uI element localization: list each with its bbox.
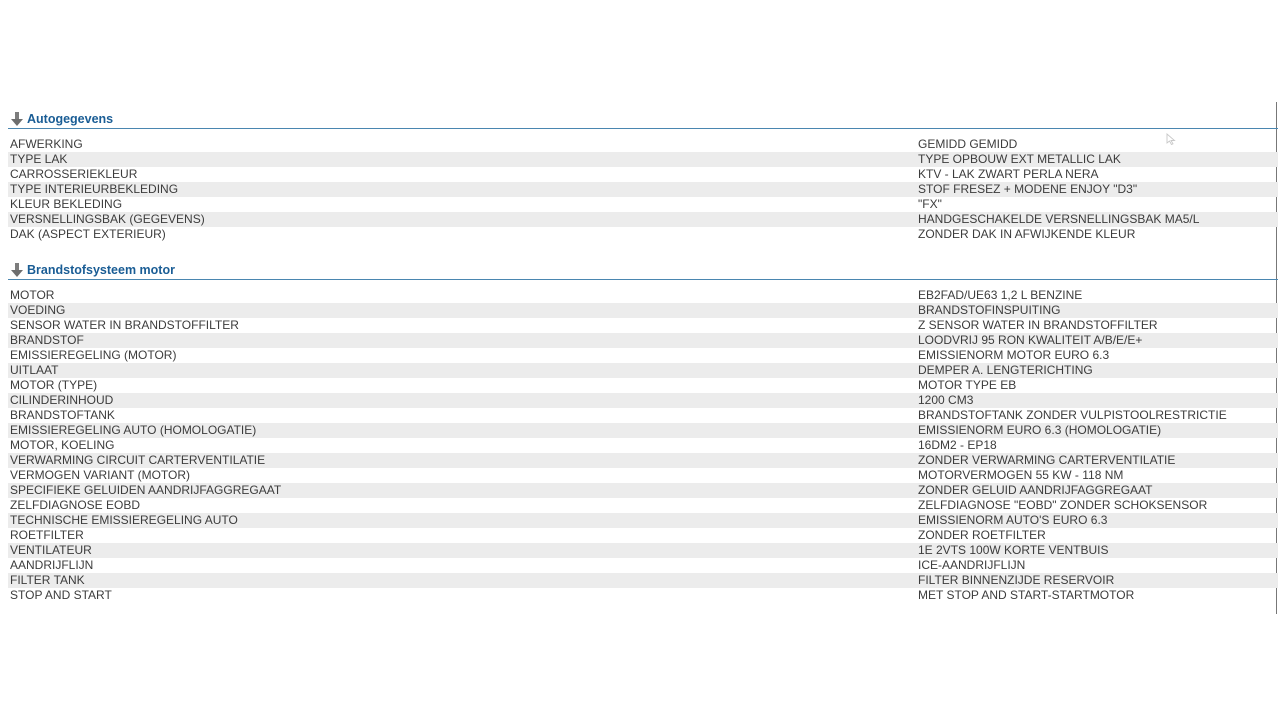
table-row [8, 393, 1278, 408]
row-value: ZONDER DAK IN AFWIJKENDE KLEUR [918, 227, 1136, 241]
table-row [8, 498, 1278, 513]
row-value: "FX" [918, 197, 942, 211]
row-label: MOTOR, KOELING [10, 438, 115, 452]
table-row [8, 528, 1278, 543]
row-label: EMISSIEREGELING AUTO (HOMOLOGATIE) [10, 423, 257, 437]
row-value: 16DM2 - EP18 [918, 438, 997, 452]
row-label: VERMOGEN VARIANT (MOTOR) [10, 468, 191, 482]
row-value: BRANDSTOFTANK ZONDER VULPISTOOLRESTRICTIE [918, 408, 1227, 422]
table-row [8, 212, 1278, 227]
table-row [8, 227, 1278, 242]
row-value: MOTORVERMOGEN 55 KW - 118 NM [918, 468, 1124, 482]
row-label: DAK (ASPECT EXTERIEUR) [10, 227, 166, 241]
row-value: ZONDER VERWARMING CARTERVENTILATIE [918, 453, 1176, 467]
row-label: BRANDSTOF [10, 333, 84, 347]
table-row [8, 378, 1278, 393]
row-label: SPECIFIEKE GELUIDEN AANDRIJFAGGREGAAT [10, 483, 282, 497]
section-title: Autogegevens [27, 112, 114, 126]
row-value: TYPE OPBOUW EXT METALLIC LAK [918, 152, 1121, 166]
row-value: ICE-AANDRIJFLIJN [918, 558, 1026, 572]
row-label: AFWERKING [10, 137, 83, 151]
row-value: EMISSIENORM AUTO'S EURO 6.3 [918, 513, 1108, 527]
row-value: KTV - LAK ZWART PERLA NERA [918, 167, 1099, 181]
row-label: VERWARMING CIRCUIT CARTERVENTILATIE [10, 453, 266, 467]
row-value: ZONDER ROETFILTER [918, 528, 1046, 542]
row-label: STOP AND START [10, 588, 112, 602]
mouse-pointer-icon [1166, 132, 1176, 144]
row-value: FILTER BINNENZIJDE RESERVOIR [918, 573, 1115, 587]
table-row [8, 167, 1278, 182]
table-row [8, 288, 1278, 303]
table-row [8, 333, 1278, 348]
table-row [8, 543, 1278, 558]
row-value: ZELFDIAGNOSE "EOBD" ZONDER SCHOKSENSOR [918, 498, 1208, 512]
row-value: 1200 CM3 [918, 393, 974, 407]
table-row [8, 453, 1278, 468]
row-value: DEMPER A. LENGTERICHTING [918, 363, 1093, 377]
table-row [8, 513, 1278, 528]
table-row [8, 303, 1278, 318]
down-arrow-icon[interactable] [10, 262, 24, 278]
row-label: TECHNISCHE EMISSIEREGELING AUTO [10, 513, 238, 527]
table-row [8, 573, 1278, 588]
section-autogegevens [8, 109, 1278, 242]
row-label: ZELFDIAGNOSE EOBD [10, 498, 141, 512]
row-label: VOEDING [10, 303, 66, 317]
section-title: Brandstofsysteem motor [27, 263, 175, 277]
row-value: MET STOP AND START-STARTMOTOR [918, 588, 1135, 602]
section-brandstofsysteem-motor [8, 260, 1278, 603]
table-row [8, 182, 1278, 197]
section-header[interactable] [8, 260, 1278, 280]
row-label: ROETFILTER [10, 528, 84, 542]
table-row [8, 423, 1278, 438]
row-value: EMISSIENORM EURO 6.3 (HOMOLOGATIE) [918, 423, 1162, 437]
table-row [8, 152, 1278, 167]
vehicle-data-page [8, 109, 1278, 603]
table-row [8, 483, 1278, 498]
table-row [8, 438, 1278, 453]
row-label: MOTOR [10, 288, 55, 302]
row-value: HANDGESCHAKELDE VERSNELLINGSBAK MA5/L [918, 212, 1200, 226]
table-row [8, 363, 1278, 378]
row-label: TYPE LAK [10, 152, 68, 166]
table-row [8, 588, 1278, 603]
row-value: EMISSIENORM MOTOR EURO 6.3 [918, 348, 1110, 362]
section-header[interactable] [8, 109, 1278, 129]
row-label: MOTOR (TYPE) [10, 378, 98, 392]
row-label: UITLAAT [10, 363, 59, 377]
row-value: Z SENSOR WATER IN BRANDSTOFFILTER [918, 318, 1158, 332]
row-label: TYPE INTERIEURBEKLEDING [10, 182, 179, 196]
table-row [8, 137, 1278, 152]
row-value: 1E 2VTS 100W KORTE VENTBUIS [918, 543, 1109, 557]
row-label: FILTER TANK [10, 573, 85, 587]
row-label: SENSOR WATER IN BRANDSTOFFILTER [10, 318, 239, 332]
row-value: GEMIDD GEMIDD [918, 137, 1018, 151]
row-label: CARROSSERIEKLEUR [10, 167, 138, 181]
row-label: VENTILATEUR [10, 543, 92, 557]
table-row [8, 318, 1278, 333]
table-row [8, 197, 1278, 212]
row-label: EMISSIEREGELING (MOTOR) [10, 348, 177, 362]
row-value: BRANDSTOFINSPUITING [918, 303, 1061, 317]
table-row [8, 558, 1278, 573]
row-value: STOF FRESEZ + MODENE ENJOY "D3" [918, 182, 1138, 196]
row-label: CILINDERINHOUD [10, 393, 114, 407]
down-arrow-icon[interactable] [10, 111, 24, 127]
row-value: EB2FAD/UE63 1,2 L BENZINE [918, 288, 1083, 302]
table-row [8, 348, 1278, 363]
row-value: ZONDER GELUID AANDRIJFAGGREGAAT [918, 483, 1153, 497]
section-rows [8, 137, 1278, 242]
table-row [8, 408, 1278, 423]
row-label: VERSNELLINGSBAK (GEGEVENS) [10, 212, 205, 226]
row-value: LOODVRIJ 95 RON KWALITEIT A/B/E/E+ [918, 333, 1143, 347]
row-label: AANDRIJFLIJN [10, 558, 94, 572]
row-label: BRANDSTOFTANK [10, 408, 115, 422]
row-label: KLEUR BEKLEDING [10, 197, 123, 211]
row-value: MOTOR TYPE EB [918, 378, 1017, 392]
section-rows [8, 288, 1278, 603]
table-row [8, 468, 1278, 483]
